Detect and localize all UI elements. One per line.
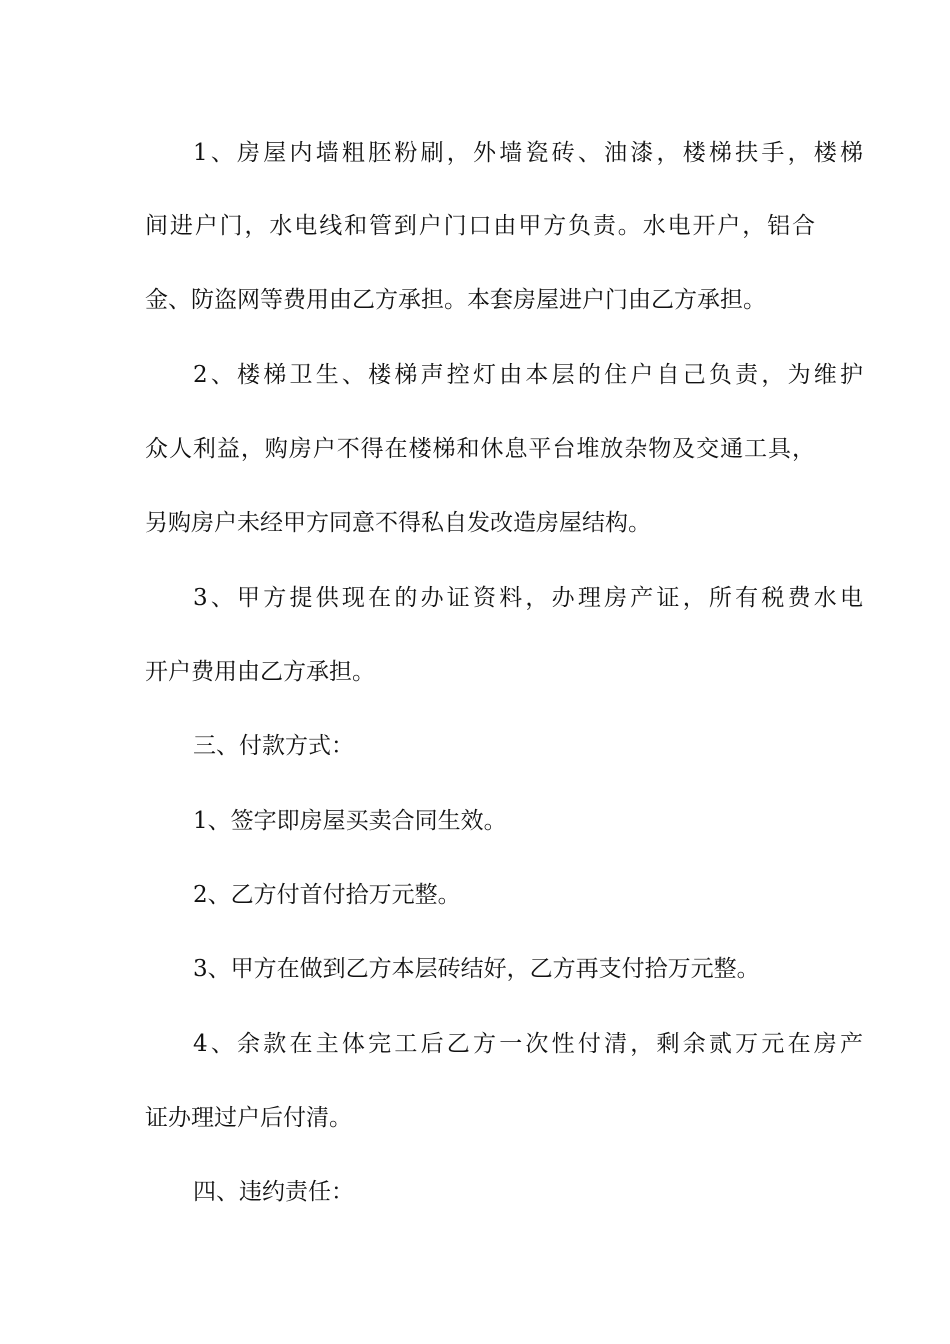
clause-2-line-2: 众人利益，购房户不得在楼梯和休息平台堆放杂物及交通工具， [145,436,815,462]
payment-item-2: 2、乙方付首付拾万元整。 [193,882,461,908]
clause-1-line-1: 1、房屋内墙粗胚粉刷，外墙瓷砖、油漆，楼梯扶手，楼梯 [193,140,863,166]
clause-2-line-3: 另购房户未经甲方同意不得私自发改造房屋结构。 [145,510,651,536]
clause-1-line-3: 金、防盗网等费用由乙方承担。本套房屋进户门由乙方承担。 [145,287,766,313]
clause-1-line-2: 间进户门，水电线和管到户门口由甲方负责。水电开户，铝合 [145,213,815,239]
clause-3-line-1: 3、甲方提供现在的办证资料，办理房产证，所有税费水电 [193,585,863,611]
clause-3-line-2: 开户费用由乙方承担。 [145,659,375,685]
payment-item-1: 1、签字即房屋买卖合同生效。 [193,808,507,834]
payment-item-4-line-1: 4、余款在主体完工后乙方一次性付清，剩余贰万元在房产 [193,1031,863,1057]
payment-item-4-line-2: 证办理过户后付清。 [145,1105,352,1131]
section-heading-payment: 三、付款方式： [193,733,354,759]
payment-item-3: 3、甲方在做到乙方本层砖结好，乙方再支付拾万元整。 [193,956,760,982]
section-heading-breach: 四、违约责任： [193,1179,354,1205]
clause-2-line-1: 2、楼梯卫生、楼梯声控灯由本层的住户自己负责，为维护 [193,362,863,388]
